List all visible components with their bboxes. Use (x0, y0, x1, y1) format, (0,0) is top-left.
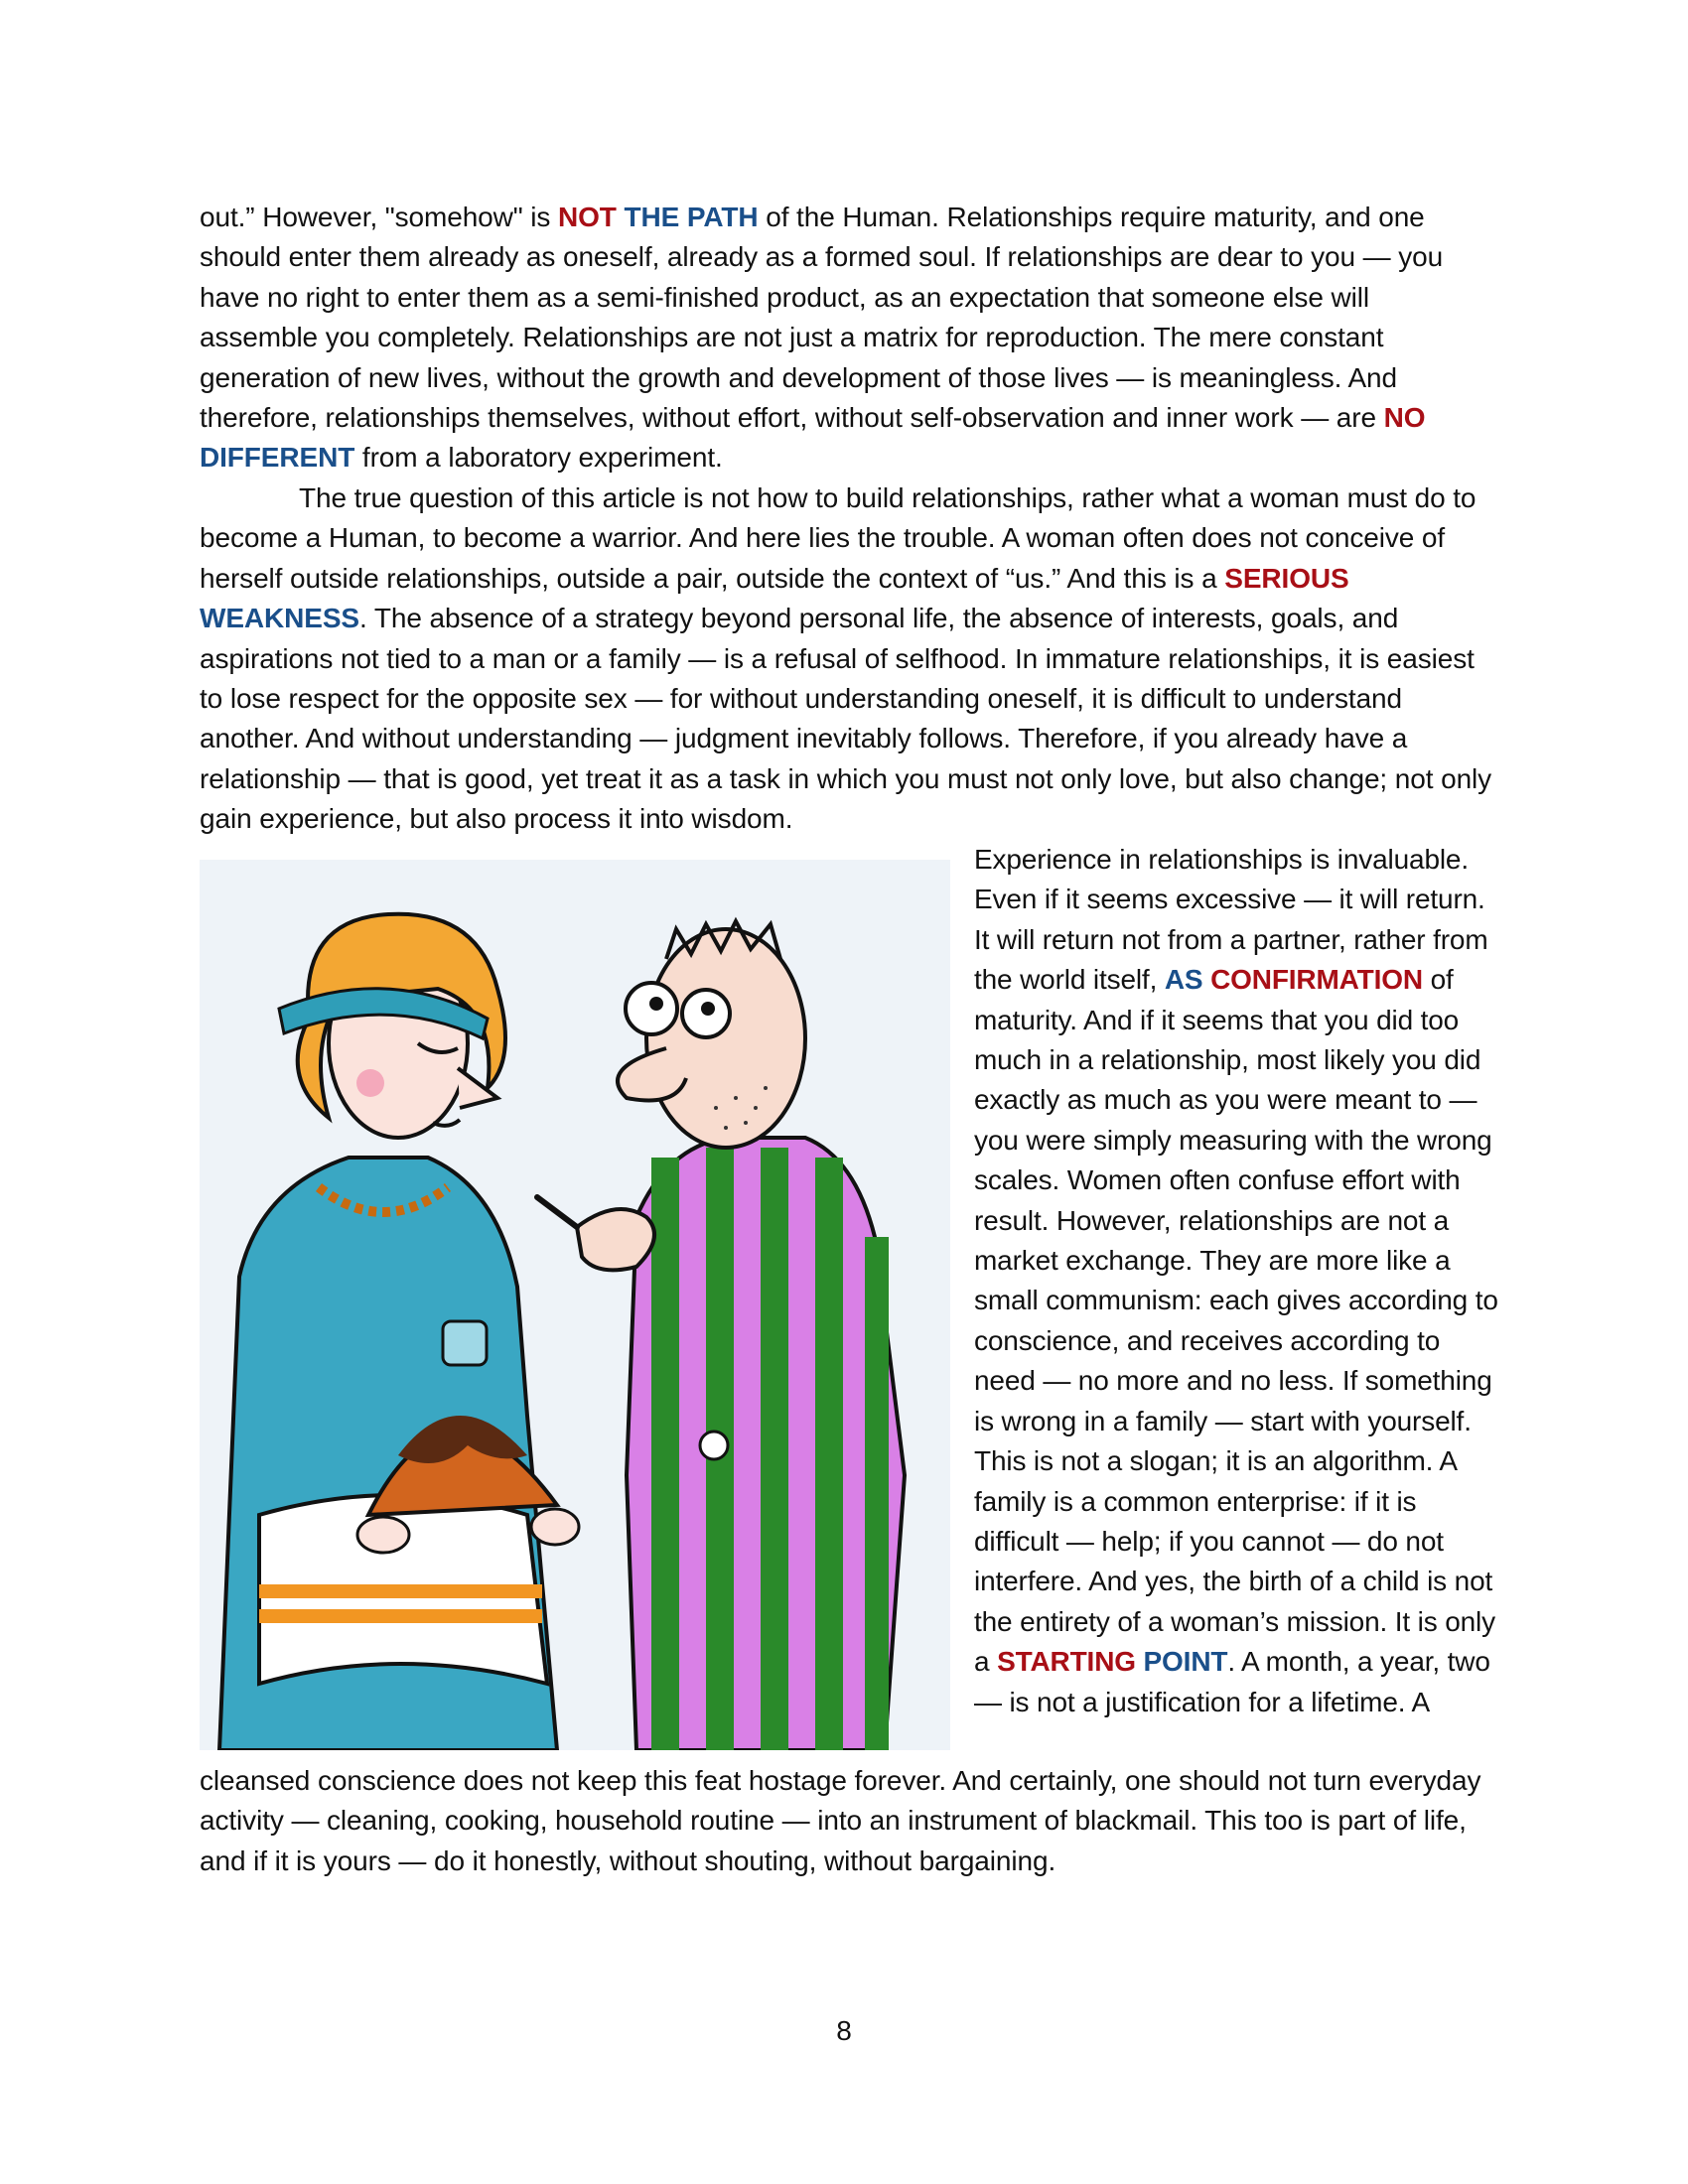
emphasis-red: STARTING (997, 1646, 1136, 1678)
paragraph-1 (200, 198, 1492, 478)
emphasis-red: NO (1383, 402, 1426, 434)
emphasis-blue: THE PATH (624, 202, 759, 232)
text-run: of maturity. And if it seems that you did too much in a relationship, most likely you did exactly as much as you were meant to — you were simply measuring with the wrong scales. Women often confuse effort with result. However, relationships are not a market exchange. They are more like a small communism: each gives according to conscience, and receives according to need — no more and no less. If something is wrong in a family — start with yourself. This is not a slogan; it is an algorithm. A family is a common enterprise: if it is difficult — help; if you cannot — do not interfere. And yes, the birth of a child is not the entirety of a woman’s mission. It is only a (974, 964, 1498, 1678)
cartoon-drawing (200, 860, 950, 1750)
text-run: of the Human. Relationships require maturity, and one should enter them already as oneself, already as a formed soul. If relationships are dear to you — you have no right to enter them as a semi-finished product, as an expectation that someone else will assemble you completely. Relationships are not just a matrix for reproduction. The mere constant generation of new lives, without the growth and development of those lives — is meaningless. And therefore, relationships themselves, without effort, without self-observation and inner work — are (200, 202, 1444, 434)
emphasis-blue: AS (1164, 964, 1203, 996)
emphasis-red: SERIOUS (1224, 562, 1349, 594)
page-number: 8 (836, 2015, 852, 2046)
emphasis-blue: DIFFERENT (200, 442, 355, 474)
wrapped-paragraph-bottom (200, 1761, 1500, 1881)
text-run: from a laboratory experiment. (354, 442, 723, 474)
wrapped-paragraph-side (974, 840, 1500, 1722)
cartoon-illustration (200, 860, 950, 1750)
text-run: Experience in relationships is invaluable. Even if it seems excessive — it will return. It will return not from a partner, rather from the world itself, (974, 844, 1488, 996)
text-run: . The absence of a strategy beyond personal life, the absence of interests, goals, and aspirations not tied to a man or a family — is a refusal of selfhood. In immature relationships, it is easiest to lose respect for the opposite sex — for without understanding oneself, it is difficult to understand another. And without understanding — judgment inevitably follows. Therefore, if you already have a relationship — that is good, yet treat it as a task in which you must not only love, but also change; not only gain experience, but also process it into wisdom. (200, 603, 1492, 835)
text-run: . A month, a year, two — is not a justification for a lifetime. A (974, 1646, 1490, 1717)
text-run: out.” However, "somehow" is (200, 202, 558, 232)
text-run: The true question of this article is not how to build relationships, rather what a woman must do to become a Human, to become a warrior. And here lies the trouble. A woman often does not conceive of herself outside relationships, outside a pair, outside the context of “us.” And this is a (200, 482, 1477, 594)
text-run: cleansed conscience does not keep this feat hostage forever. And certainly, one should not turn everyday activity — cleaning, cooking, household routine — into an instrument of blackmail. This too is part of life, and if it is yours — do it honestly, without shouting, without bargaining. (200, 1765, 1481, 1876)
emphasis-blue: POINT (1143, 1646, 1228, 1678)
emphasis-red: NOT (558, 202, 617, 232)
emphasis-blue: WEAKNESS (200, 603, 359, 634)
paragraph-2 (200, 478, 1492, 840)
emphasis-red: CONFIRMATION (1210, 964, 1423, 996)
